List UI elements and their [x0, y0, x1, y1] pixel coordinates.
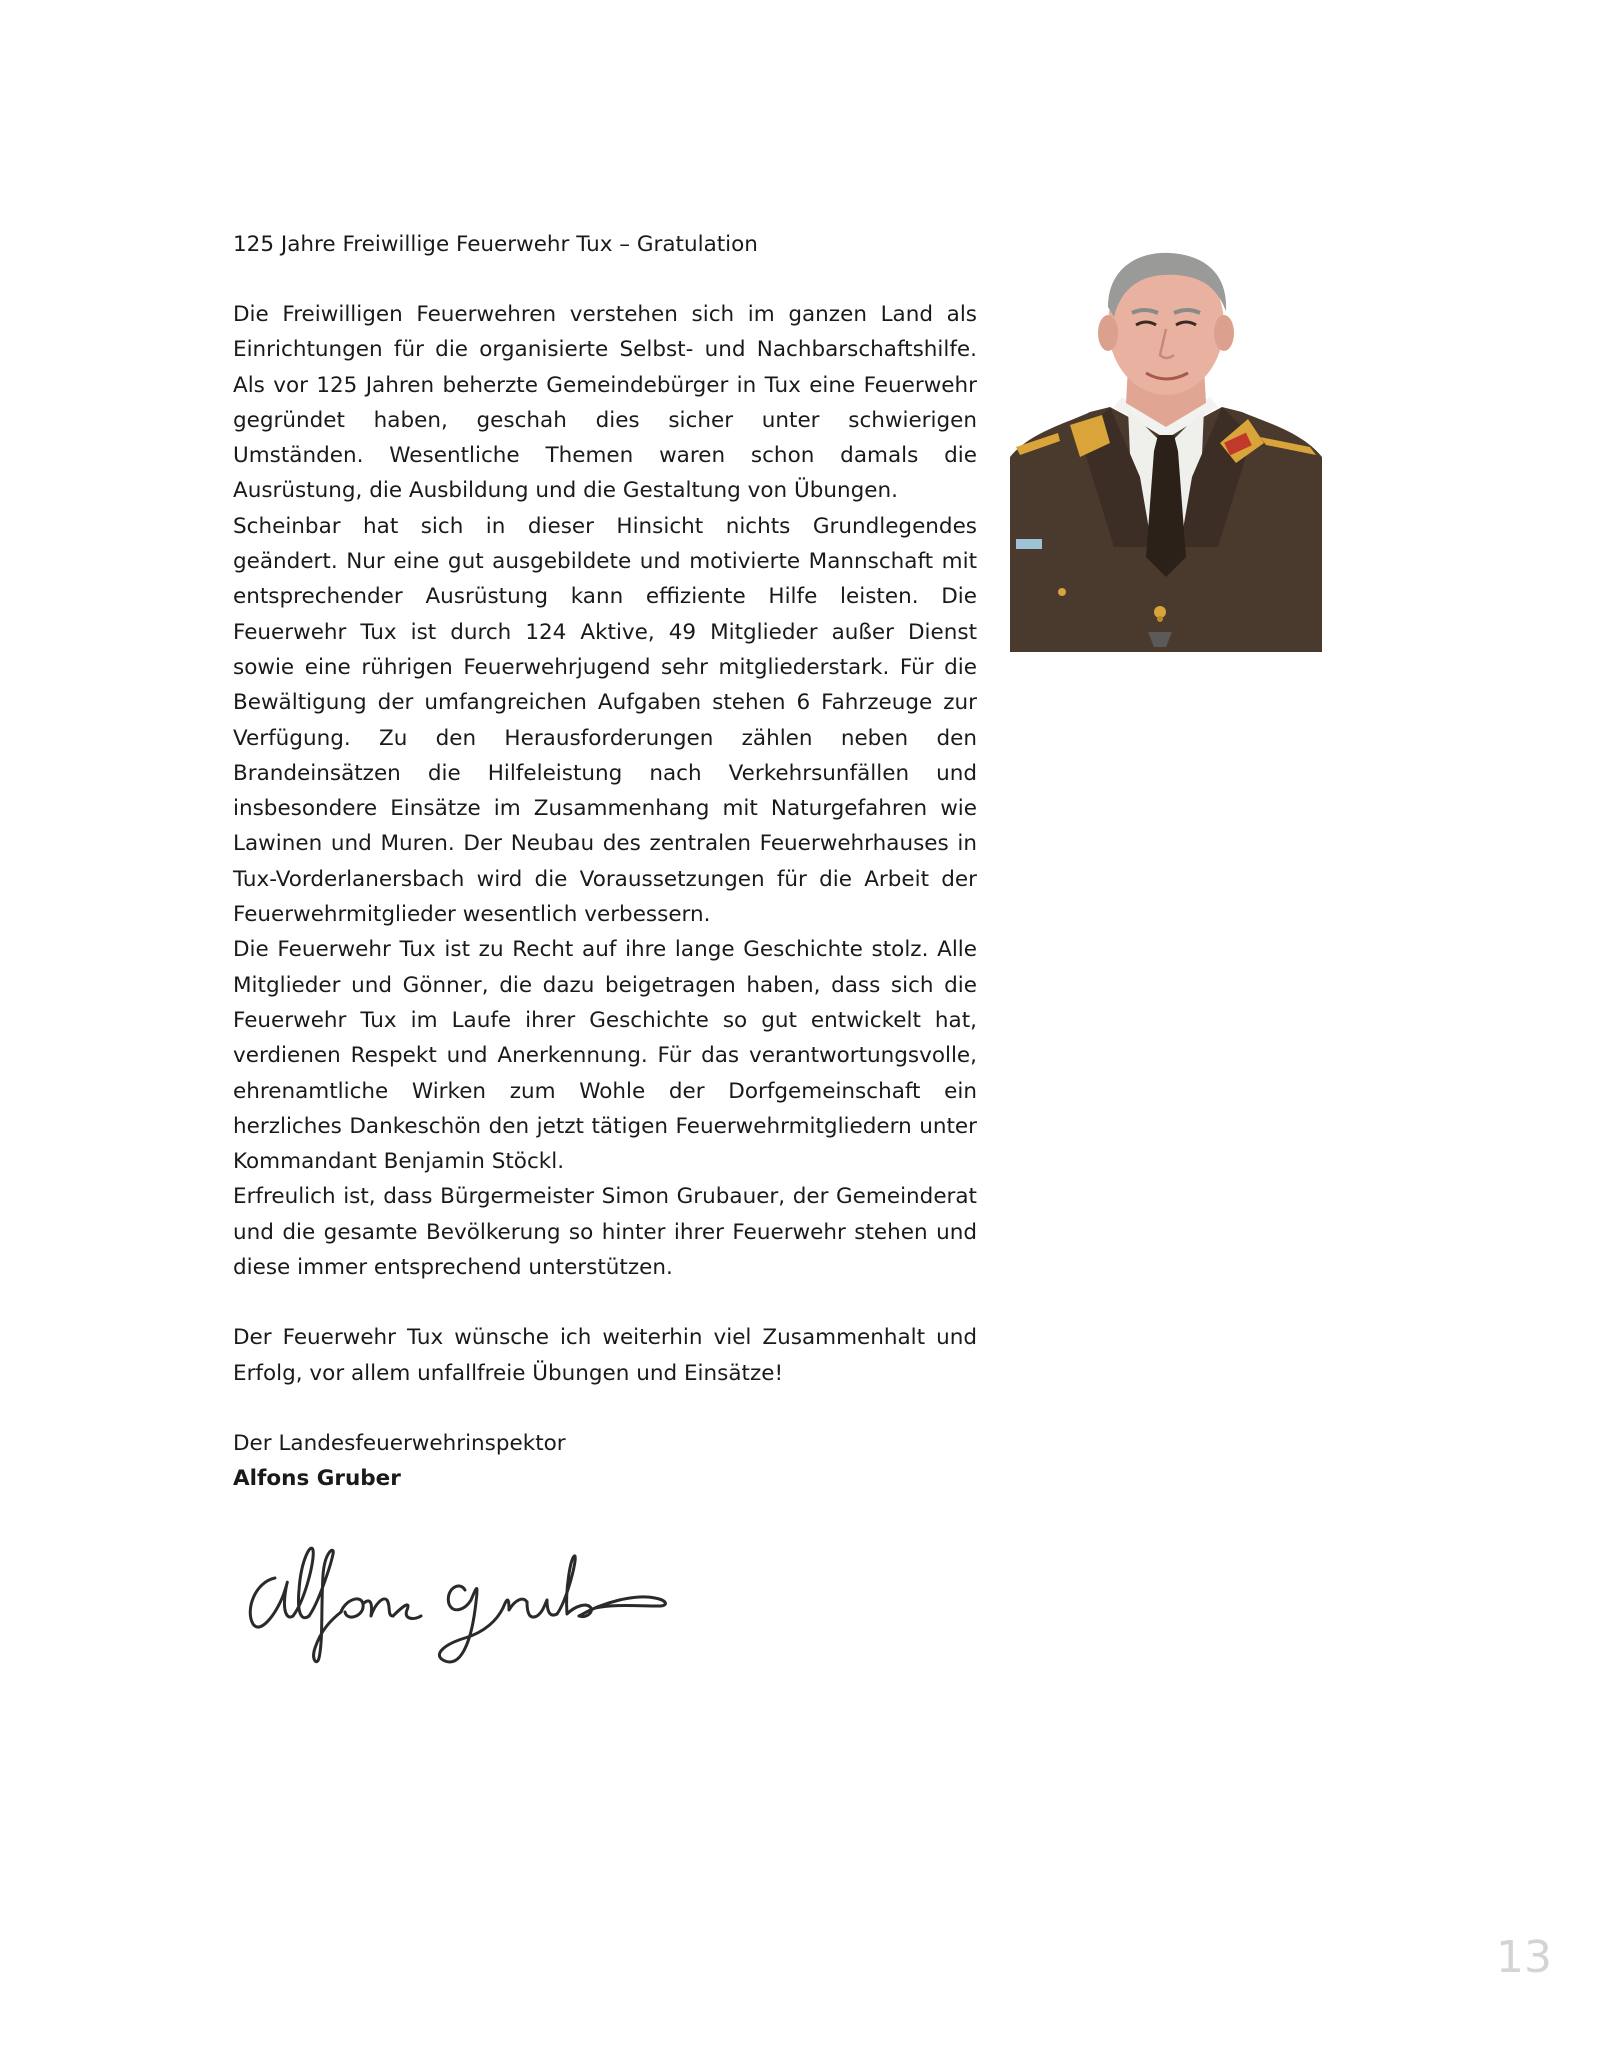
handwritten-signature	[235, 1520, 675, 1670]
paragraph-2: Scheinbar hat sich in dieser Hinsicht nichts Grundlegendes geändert. Nur eine gut ausgebildete und motivierte Mannschaft mit entsprechender Ausrüstung kann effiziente Hilfe leisten. Die Feuerwehr Tux ist durch 124 Aktive, 49 Mitglieder außer Dienst sowie eine rührigen Feuerwehrjugend sehr mitgliederstark. Für die Bewältigung der umfangreichen Aufgaben stehen 6 Fahrzeuge zur Verfügung. Zu den Herausforderungen zählen neben den Brandeinsätzen die Hilfeleistung nach Verkehrsunfällen und insbesondere Einsätze im Zusammenhang mit Naturgefahren wie Lawinen und Muren. Der Neubau des zentralen Feuerwehrhauses in Tux-Vorderlanersbach wird die Voraussetzungen für die Arbeit der Feuerwehrmitglieder wesentlich verbessern.	[233, 513, 977, 928]
portrait-photo	[1010, 247, 1322, 652]
spacer	[233, 1285, 977, 1320]
letter-body	[233, 227, 977, 1496]
spacer	[233, 1391, 977, 1426]
closing-paragraph: Der Feuerwehr Tux wünsche ich weiterhin viel Zusammenhalt und Erfolg, vor allem unfallfreie Übungen und Einsätze!	[233, 1325, 977, 1386]
paragraph-1: Die Freiwilligen Feuerwehren verstehen sich im ganzen Land als Einrichtungen für die organisierte Selbst- und Nachbarschaftshilfe. Als vor 125 Jahren beherzte Gemeindebürger in Tux eine Feuerwehr gegründet haben, geschah dies sicher unter schwierigen Umständen. Wesentliche Themen waren schon damals die Ausrüstung, die Ausbildung und die Gestaltung von Übungen.	[233, 302, 977, 504]
paragraph-3: Die Feuerwehr Tux ist zu Recht auf ihre lange Geschichte stolz. Alle Mitglieder und Gönner, die dazu beigetragen haben, dass sich die Feuerwehr Tux im Laufe ihrer Geschichte so gut entwickelt hat, verdienen Respekt und Anerkennung. Für das verantwortungsvolle, ehrenamtliche Wirken zum Wohle der Dorfgemeinschaft ein herzliches Dankeschön den jetzt tätigen Feuerwehrmitgliedern unter Kommandant Benjamin Stöckl.	[233, 937, 977, 1175]
signer-role: Der Landesfeuerwehrinspektor	[233, 1430, 566, 1456]
signer-name: Alfons Gruber	[233, 1465, 401, 1491]
page-number: 13	[1496, 1932, 1552, 1983]
spacer	[233, 262, 977, 297]
paragraph-4: Erfreulich ist, dass Bürgermeister Simon Grubauer, der Gemeinderat und die gesamte Bevölkerung so hinter ihrer Feuerwehr stehen und diese immer entsprechend unterstützen.	[233, 1184, 977, 1281]
letter-heading: 125 Jahre Freiwillige Feuerwehr Tux – Gratulation	[233, 232, 758, 257]
